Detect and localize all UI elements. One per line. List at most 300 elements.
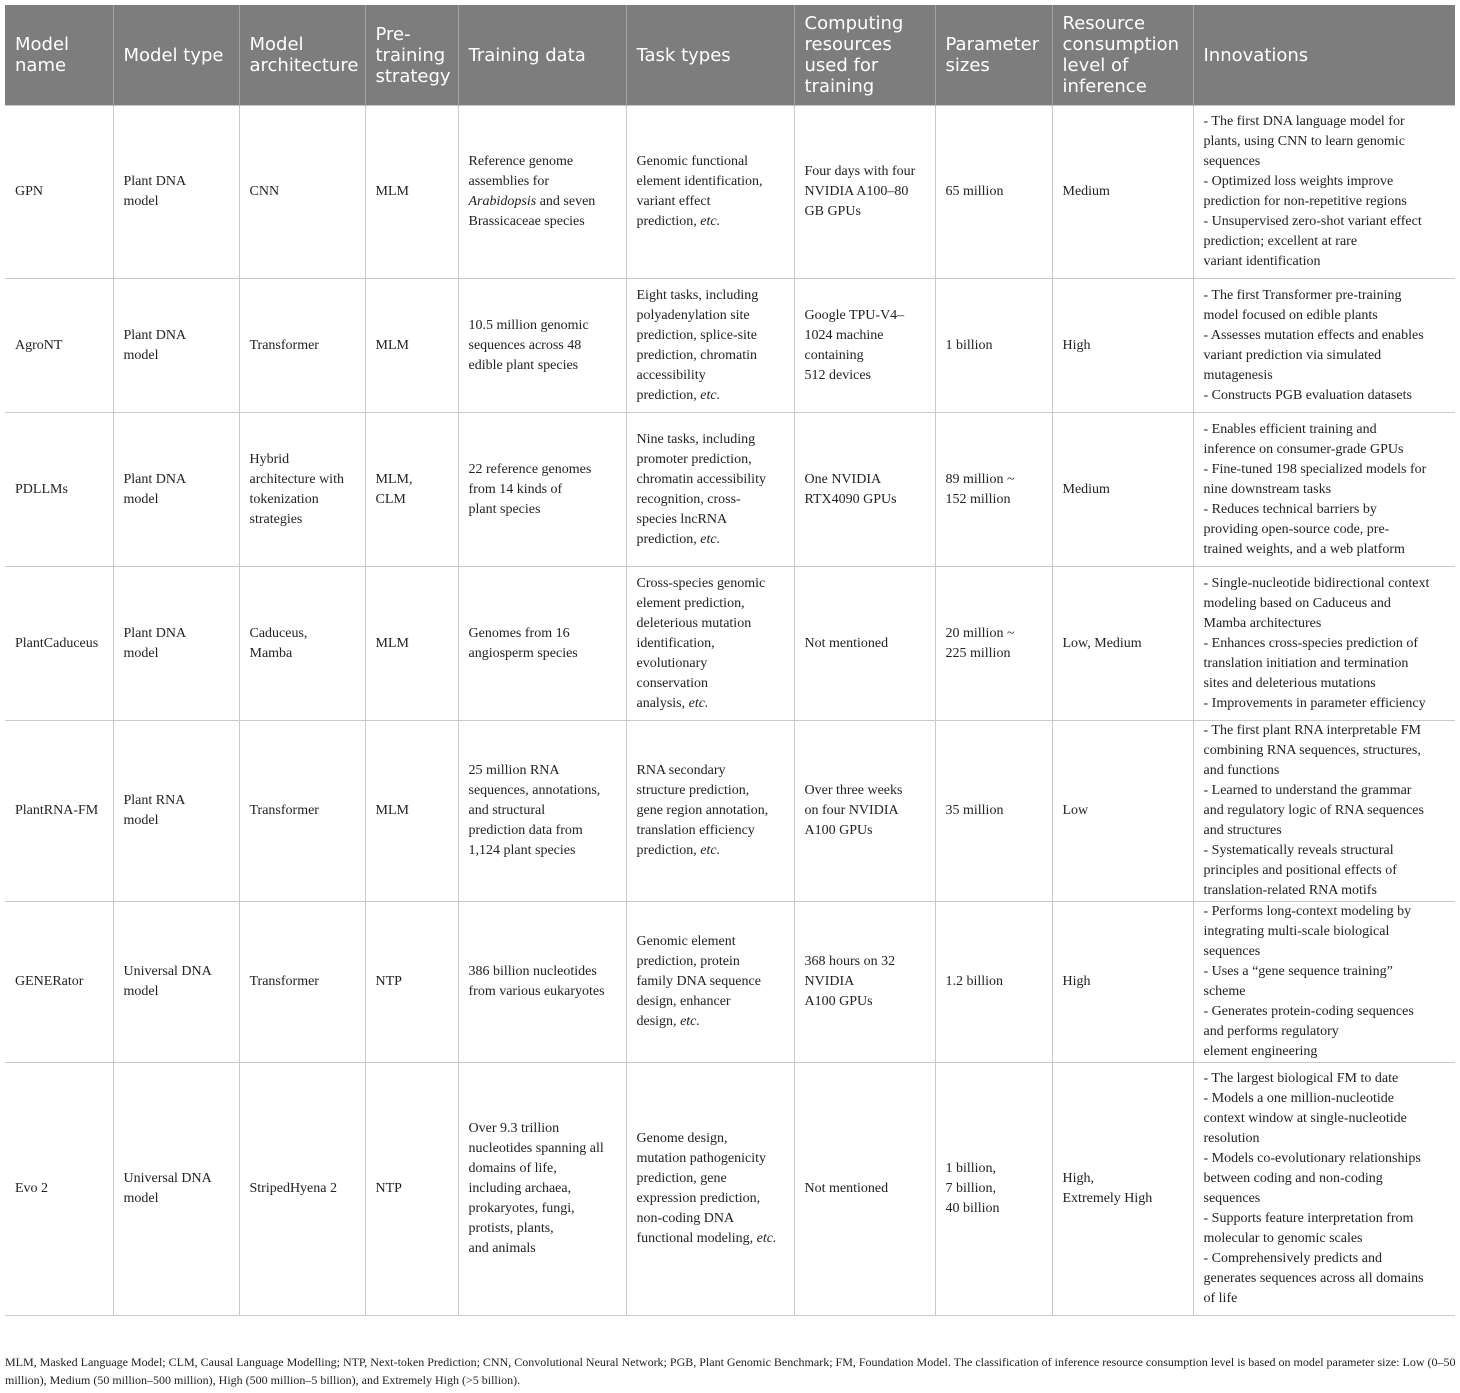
cell-computing-resources	[794, 413, 935, 567]
cell-line: - The first Transformer pre-training	[1203, 287, 1402, 303]
cell-line: Genomic functional	[636, 154, 749, 169]
cell-line: sizes	[945, 55, 990, 76]
cell-model-name	[5, 106, 113, 279]
cell-model-name	[5, 1063, 113, 1316]
cell-line: element engineering	[1203, 1044, 1318, 1059]
cell-line: Model	[15, 34, 70, 55]
cell-line: MLM	[375, 337, 409, 353]
cell-line: - Assesses mutation effects and enables	[1203, 327, 1424, 343]
cell-line: prediction, etc.	[636, 843, 721, 858]
cell-computing-resources	[794, 1063, 935, 1316]
cell-line: combining RNA sequences, structures,	[1203, 743, 1421, 758]
cell-parameter-sizes	[935, 279, 1052, 413]
cell-line: - Optimized loss weights improve	[1203, 174, 1394, 189]
cell-inference-resource-level	[1052, 902, 1193, 1063]
table-row	[5, 567, 1455, 721]
cell-line: and functions	[1203, 763, 1280, 778]
cell-line: prediction for non-repetitive regions	[1203, 194, 1407, 209]
cell-line: Medium	[1062, 184, 1110, 199]
cell-pretraining-strategy	[365, 279, 458, 413]
cell-line: Universal DNA	[123, 964, 212, 979]
cell-line: molecular to genomic scales	[1203, 1231, 1363, 1246]
cell-pretraining-strategy	[365, 902, 458, 1063]
cell-computing-resources	[794, 902, 935, 1063]
cell-line: RTX4090 GPUs	[804, 491, 897, 507]
cell-line: model	[123, 347, 159, 363]
cell-line: - Uses a “gene sequence training”	[1203, 964, 1393, 979]
cell-line: between coding and non-coding	[1203, 1171, 1383, 1186]
cell-inference-resource-level	[1052, 567, 1193, 721]
cell-line: recognition, cross-	[636, 491, 741, 507]
cell-task-types	[626, 413, 794, 567]
cell-line: Parameter	[945, 34, 1040, 55]
cell-line: strategy	[375, 65, 451, 87]
cell-line: A100 GPUs	[804, 994, 873, 1009]
cell-line: sequences, annotations,	[468, 783, 601, 798]
cell-line: evolutionary	[636, 655, 708, 671]
cell-line: - Enables efficient training and	[1203, 421, 1377, 437]
cell-innovations	[1193, 567, 1455, 721]
cell-line: 40 billion	[945, 1201, 1000, 1216]
cell-line: 368 hours on 32	[804, 954, 896, 969]
column-header-model-type	[113, 5, 239, 106]
table-body	[5, 106, 1455, 1316]
cell-parameter-sizes	[935, 413, 1052, 567]
column-header-pretraining-strategy	[365, 5, 458, 106]
cell-line: MLM	[375, 635, 409, 651]
cell-line: translation initiation and termination	[1203, 655, 1409, 671]
cell-line: 1 billion,	[945, 1161, 997, 1176]
cell-model-name	[5, 567, 113, 721]
cell-line: - Models a one million-nucleotide	[1203, 1091, 1395, 1106]
cell-line: plants, using CNN to learn genomic	[1203, 134, 1405, 149]
cell-line: NVIDIA	[804, 974, 855, 989]
cell-innovations	[1193, 902, 1455, 1063]
cell-line: conservation	[636, 675, 709, 691]
cell-line: promoter prediction,	[636, 451, 752, 467]
cell-line: training	[375, 44, 446, 66]
cell-parameter-sizes	[935, 567, 1052, 721]
cell-line: Caduceus,	[249, 625, 308, 641]
cell-line: AgroNT	[15, 337, 63, 353]
cell-line: prediction, etc.	[636, 214, 721, 229]
cell-line: PDLLMs	[15, 481, 68, 497]
cell-line: A100 GPUs	[804, 823, 873, 838]
cell-line: Eight tasks, including	[636, 287, 759, 303]
cell-line: from 14 kinds of	[468, 481, 563, 497]
cell-line: - Reduces technical barriers by	[1203, 501, 1377, 517]
cell-line: Task types	[636, 44, 731, 66]
cell-line: prediction, etc.	[636, 531, 721, 547]
cell-line: - Enhances cross-species prediction of	[1203, 635, 1419, 651]
cell-line: model	[123, 491, 159, 507]
cell-model-name	[5, 721, 113, 902]
cell-line: used for	[804, 55, 879, 76]
cell-line: and regulatory logic of RNA sequences	[1203, 803, 1424, 818]
cell-line: Nine tasks, including	[636, 431, 756, 447]
cell-line: prediction, splice-site	[636, 327, 758, 343]
cell-line: inference	[1062, 76, 1147, 97]
cell-line: - Constructs PGB evaluation datasets	[1203, 387, 1412, 403]
cell-training-data	[458, 902, 626, 1063]
cell-line: providing open-source code, pre-	[1203, 521, 1390, 537]
model-comparison-table-container	[5, 5, 1455, 1316]
cell-line: prediction data from	[468, 823, 583, 838]
cell-line: prokaryotes, fungi,	[468, 1201, 575, 1216]
cell-line: angiosperm species	[468, 645, 578, 661]
cell-line: and performs regulatory	[1203, 1024, 1339, 1039]
cell-line: consumption	[1062, 34, 1180, 55]
cell-line: Plant RNA	[123, 793, 186, 808]
cell-line: 225 million	[945, 645, 1011, 661]
cell-line: RNA secondary	[636, 763, 726, 778]
cell-innovations	[1193, 106, 1455, 279]
cell-line: Google TPU-V4–	[804, 307, 905, 323]
cell-line: Universal DNA	[123, 1171, 212, 1186]
table-header-row	[5, 5, 1455, 106]
cell-line: variant identification	[1203, 254, 1321, 269]
column-header-model-architecture	[239, 5, 365, 106]
cell-line: structure prediction,	[636, 783, 750, 798]
cell-line: non-coding DNA	[636, 1211, 735, 1226]
table-row	[5, 721, 1455, 902]
cell-line: Plant DNA	[123, 327, 187, 343]
cell-line: - The largest biological FM to date	[1203, 1071, 1399, 1086]
cell-line: on four NVIDIA	[804, 803, 899, 818]
cell-computing-resources	[794, 721, 935, 902]
cell-parameter-sizes	[935, 106, 1052, 279]
cell-line: 25 million RNA	[468, 763, 560, 778]
cell-line: Genomic element	[636, 934, 736, 949]
cell-computing-resources	[794, 106, 935, 279]
cell-line: model	[123, 1191, 159, 1206]
cell-parameter-sizes	[935, 1063, 1052, 1316]
cell-line: integrating multi-scale biological	[1203, 924, 1390, 939]
cell-line: Plant DNA	[123, 471, 187, 487]
cell-line: Hybrid	[249, 451, 290, 467]
cell-line: GB GPUs	[804, 204, 861, 219]
cell-line: translation efficiency	[636, 823, 755, 838]
cell-line: sequences	[1203, 1191, 1261, 1206]
cell-training-data	[458, 279, 626, 413]
cell-model-type	[113, 1063, 239, 1316]
cell-line: - Learned to understand the grammar	[1203, 783, 1412, 798]
cell-model-type	[113, 721, 239, 902]
cell-line: strategies	[249, 511, 303, 527]
cell-line: chromatin accessibility	[636, 471, 766, 487]
cell-line: GPN	[15, 184, 44, 199]
cell-line: - The first plant RNA interpretable FM	[1203, 723, 1421, 738]
cell-computing-resources	[794, 279, 935, 413]
cell-line: model	[123, 984, 159, 999]
cell-line: prediction; excellent at rare	[1203, 234, 1358, 249]
cell-line: 10.5 million genomic	[468, 317, 589, 333]
cell-line: element prediction,	[636, 595, 745, 611]
cell-line: 386 billion nucleotides	[468, 964, 597, 979]
cell-line: Low, Medium	[1062, 635, 1142, 651]
cell-line: resolution	[1203, 1131, 1260, 1146]
cell-line: - Fine-tuned 198 specialized models for	[1203, 461, 1427, 477]
cell-line: Model type	[123, 44, 224, 66]
cell-line: Cross-species genomic	[636, 575, 766, 591]
cell-line: - Single-nucleotide bidirectional context	[1203, 575, 1430, 591]
cell-line: edible plant species	[468, 357, 579, 373]
cell-line: prediction, chromatin	[636, 347, 758, 363]
cell-line: Plant DNA	[123, 625, 187, 641]
cell-line: Genome design,	[636, 1131, 728, 1146]
cell-line: principles and positional effects of	[1203, 863, 1397, 878]
cell-line: assemblies for	[468, 174, 549, 189]
table-row	[5, 106, 1455, 279]
cell-line: Training data	[468, 44, 586, 66]
cell-line: analysis, etc.	[636, 695, 709, 711]
cell-task-types	[626, 1063, 794, 1316]
cell-line: level of	[1062, 55, 1129, 76]
cell-line: Not mentioned	[804, 1181, 889, 1196]
cell-line: Genomes from 16	[468, 625, 570, 641]
cell-line: mutation pathogenicity	[636, 1151, 766, 1166]
column-header-parameter-sizes	[935, 5, 1052, 106]
cell-line: Transformer	[249, 337, 319, 353]
cell-line: scheme	[1203, 984, 1246, 999]
cell-line: trained weights, and a web platform	[1203, 541, 1405, 557]
cell-line: modeling based on Caduceus and	[1203, 595, 1391, 611]
cell-line: Low	[1062, 803, 1089, 818]
cell-line: training	[804, 76, 875, 97]
cell-line: sequences	[1203, 154, 1261, 169]
cell-model-type	[113, 279, 239, 413]
column-header-training-data	[458, 5, 626, 106]
cell-model-type	[113, 413, 239, 567]
cell-line: - Supports feature interpretation from	[1203, 1211, 1414, 1226]
cell-line: model	[123, 194, 159, 209]
cell-line: Arabidopsis and seven	[468, 194, 596, 209]
cell-innovations	[1193, 1063, 1455, 1316]
cell-line: protists, plants,	[468, 1221, 554, 1236]
cell-line: model	[123, 813, 159, 828]
cell-line: Mamba	[249, 645, 293, 661]
cell-pretraining-strategy	[365, 721, 458, 902]
cell-line: identification,	[636, 635, 715, 651]
cell-line: context window at single-nucleotide	[1203, 1111, 1407, 1126]
cell-line: Over 9.3 trillion	[468, 1121, 560, 1136]
cell-line: Transformer	[249, 974, 319, 989]
cell-line: - Improvements in parameter efficiency	[1203, 695, 1426, 711]
cell-line: 89 million ~	[945, 471, 1015, 487]
model-comparison-table	[5, 5, 1455, 1316]
cell-line: design, etc.	[636, 1014, 700, 1029]
column-header-computing-resources	[794, 5, 935, 106]
table-row	[5, 902, 1455, 1063]
table-row	[5, 413, 1455, 567]
cell-line: NVIDIA A100–80	[804, 184, 909, 199]
cell-line: NTP	[375, 974, 402, 989]
table-footnote: MLM, Masked Language Model; CLM, Causal Language Modelling; NTP, Next-token Prediction; CNN, Convolutional Neural Network; PGB, Plant Genomic Benchmark; FM, Foundation Model. The classification of inference resource consumption level is based on model parameter size: Low (0–50 million), Medium (50 million–500 million), High (500 million–5 billion), and Extremely High (>5 billion).	[5, 1355, 1456, 1387]
cell-line: High	[1062, 974, 1091, 989]
column-header-innovations	[1193, 5, 1455, 106]
cell-line: NTP	[375, 1181, 402, 1196]
cell-model-architecture	[239, 413, 365, 567]
table-row	[5, 279, 1455, 413]
cell-line: Resource	[1062, 13, 1146, 34]
cell-line: Innovations	[1203, 44, 1309, 66]
cell-line: sequences	[1203, 944, 1261, 959]
cell-line: accessibility	[636, 367, 706, 383]
cell-model-type	[113, 567, 239, 721]
cell-line: 20 million ~	[945, 625, 1015, 641]
cell-line: and animals	[468, 1241, 536, 1256]
cell-task-types	[626, 721, 794, 902]
cell-inference-resource-level	[1052, 106, 1193, 279]
cell-line: MLM	[375, 803, 409, 818]
cell-line: - The first DNA language model for	[1203, 114, 1405, 129]
cell-line: GENERator	[15, 974, 84, 989]
cell-line: species lncRNA	[636, 511, 728, 527]
cell-line: family DNA sequence	[636, 974, 761, 989]
cell-line: Extremely High	[1062, 1191, 1153, 1206]
cell-pretraining-strategy	[365, 1063, 458, 1316]
cell-line: 1,124 plant species	[468, 843, 576, 858]
cell-line: Reference genome	[468, 154, 574, 169]
cell-line: - Performs long-context modeling by	[1203, 904, 1412, 919]
cell-model-architecture	[239, 1063, 365, 1316]
cell-line: nucleotides spanning all	[468, 1141, 604, 1156]
cell-parameter-sizes	[935, 721, 1052, 902]
cell-line: sequences across 48	[468, 337, 582, 353]
cell-model-type	[113, 902, 239, 1063]
cell-line: gene region annotation,	[636, 803, 769, 818]
cell-pretraining-strategy	[365, 413, 458, 567]
cell-line: architecture with	[249, 471, 344, 487]
cell-line: Computing	[804, 13, 904, 34]
cell-pretraining-strategy	[365, 106, 458, 279]
cell-model-name	[5, 413, 113, 567]
cell-line: from various eukaryotes	[468, 984, 605, 999]
cell-line: - Generates protein-coding sequences	[1203, 1004, 1414, 1019]
cell-model-architecture	[239, 567, 365, 721]
cell-line: translation-related RNA motifs	[1203, 883, 1377, 898]
cell-line: 1 billion	[945, 337, 993, 353]
cell-line: nine downstream tasks	[1203, 481, 1332, 497]
column-header-inference-resource-level	[1052, 5, 1193, 106]
cell-line: High,	[1062, 1171, 1094, 1186]
cell-innovations	[1193, 413, 1455, 567]
cell-task-types	[626, 279, 794, 413]
cell-inference-resource-level	[1052, 1063, 1193, 1316]
cell-parameter-sizes	[935, 902, 1052, 1063]
cell-line: Model	[249, 34, 304, 55]
cell-line: Over three weeks	[804, 783, 903, 798]
cell-line: Evo 2	[15, 1181, 49, 1196]
cell-line: Mamba architectures	[1203, 615, 1322, 631]
cell-line: plant species	[468, 501, 541, 517]
cell-task-types	[626, 106, 794, 279]
cell-line: One NVIDIA	[804, 471, 882, 487]
column-header-task-types	[626, 5, 794, 106]
cell-inference-resource-level	[1052, 279, 1193, 413]
cell-line: 1.2 billion	[945, 974, 1004, 989]
cell-line: model	[123, 645, 159, 661]
cell-inference-resource-level	[1052, 413, 1193, 567]
cell-innovations	[1193, 721, 1455, 902]
cell-computing-resources	[794, 567, 935, 721]
cell-line: deleterious mutation	[636, 615, 752, 631]
cell-line: 152 million	[945, 491, 1011, 507]
cell-model-type	[113, 106, 239, 279]
cell-training-data	[458, 1063, 626, 1316]
cell-task-types	[626, 567, 794, 721]
cell-line: Transformer	[249, 803, 319, 818]
cell-line: variant prediction via simulated	[1203, 347, 1382, 363]
cell-model-name	[5, 279, 113, 413]
cell-line: 65 million	[945, 184, 1004, 199]
cell-line: design, enhancer	[636, 994, 731, 1009]
cell-line: Plant DNA	[123, 174, 187, 189]
cell-training-data	[458, 413, 626, 567]
cell-training-data	[458, 567, 626, 721]
cell-line: generates sequences across all domains	[1203, 1271, 1424, 1286]
cell-line: model focused on edible plants	[1203, 307, 1378, 323]
cell-line: tokenization	[249, 491, 319, 507]
cell-line: containing	[804, 347, 864, 363]
cell-inference-resource-level	[1052, 721, 1193, 902]
cell-model-architecture	[239, 902, 365, 1063]
cell-line: name	[15, 55, 67, 76]
cell-line: Four days with four	[804, 164, 916, 179]
cell-line: 1024 machine	[804, 327, 884, 343]
cell-training-data	[458, 721, 626, 902]
cell-line: Pre-	[375, 23, 411, 45]
cell-line: CLM	[375, 491, 406, 507]
column-header-model-name	[5, 5, 113, 106]
cell-line: - Models co-evolutionary relationships	[1203, 1151, 1421, 1166]
cell-line: functional modeling, etc.	[636, 1231, 777, 1246]
cell-task-types	[626, 902, 794, 1063]
cell-innovations	[1193, 279, 1455, 413]
cell-line: of life	[1203, 1291, 1238, 1306]
cell-line: expression prediction,	[636, 1191, 761, 1206]
cell-line: resources	[804, 34, 892, 55]
cell-line: Not mentioned	[804, 635, 889, 651]
cell-line: StripedHyena 2	[249, 1181, 337, 1196]
cell-line: architecture	[249, 55, 359, 76]
cell-line: and structures	[1203, 823, 1282, 838]
cell-line: - Systematically reveals structural	[1203, 843, 1394, 858]
cell-model-name	[5, 902, 113, 1063]
cell-line: Brassicaceae species	[468, 214, 585, 229]
cell-line: sites and deleterious mutations	[1203, 675, 1376, 691]
cell-line: CNN	[249, 184, 280, 199]
cell-line: - Comprehensively predicts and	[1203, 1251, 1382, 1266]
cell-line: PlantCaduceus	[15, 635, 99, 651]
cell-line: MLM,	[375, 471, 413, 487]
cell-line: variant effect	[636, 194, 711, 209]
cell-line: 22 reference genomes	[468, 461, 592, 477]
cell-line: Medium	[1062, 481, 1110, 497]
cell-line: inference on consumer-grade GPUs	[1203, 441, 1404, 457]
table-row	[5, 1063, 1455, 1316]
cell-pretraining-strategy	[365, 567, 458, 721]
cell-line: 512 devices	[804, 367, 871, 383]
cell-model-architecture	[239, 106, 365, 279]
cell-line: 35 million	[945, 803, 1004, 818]
cell-line: High	[1062, 337, 1091, 353]
cell-line: and structural	[468, 803, 546, 818]
cell-line: including archaea,	[468, 1181, 572, 1196]
cell-training-data	[458, 106, 626, 279]
cell-line: MLM	[375, 184, 409, 199]
cell-line: prediction, etc.	[636, 387, 721, 403]
